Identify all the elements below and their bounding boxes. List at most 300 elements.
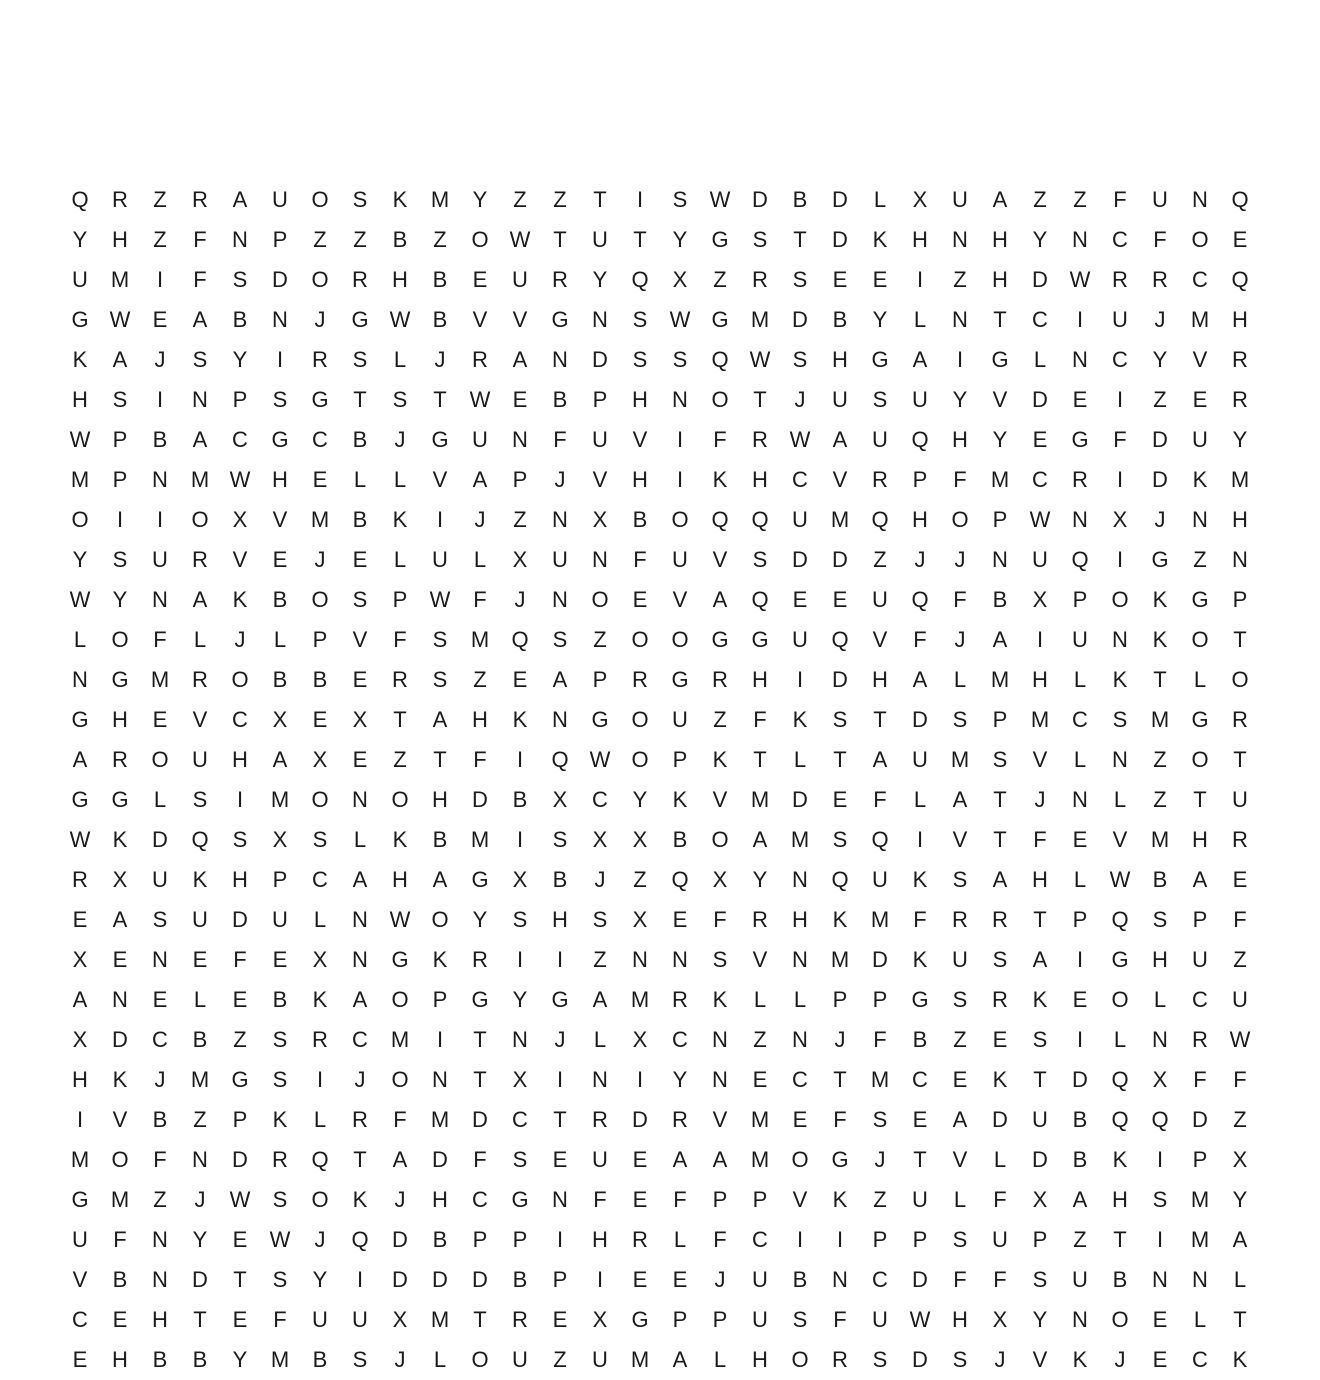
letter-cell[interactable]: F xyxy=(873,1027,887,1052)
letter-cell[interactable]: Y xyxy=(72,547,88,572)
letter-cell[interactable]: R xyxy=(1072,467,1088,492)
letter-cell[interactable]: U xyxy=(1032,547,1048,572)
letter-cell[interactable]: G xyxy=(391,947,409,972)
letter-cell[interactable]: B xyxy=(1072,1107,1088,1132)
letter-cell[interactable]: L xyxy=(1073,667,1087,692)
letter-cell[interactable]: S xyxy=(872,387,888,412)
letter-cell[interactable]: A xyxy=(952,787,968,812)
letter-cell[interactable]: V xyxy=(1112,827,1128,852)
letter-cell[interactable]: U xyxy=(872,1307,888,1332)
letter-cell[interactable]: D xyxy=(112,1027,128,1052)
letter-cell[interactable]: A xyxy=(672,1147,688,1172)
letter-cell[interactable]: Q xyxy=(1111,1067,1129,1092)
letter-cell[interactable]: P xyxy=(672,1307,688,1332)
letter-cell[interactable]: T xyxy=(633,227,647,252)
letter-cell[interactable]: S xyxy=(112,547,128,572)
letter-cell[interactable]: R xyxy=(712,667,728,692)
letter-cell[interactable]: W xyxy=(69,827,91,852)
letter-cell[interactable]: P xyxy=(472,1227,488,1252)
letter-cell[interactable]: U xyxy=(752,1307,768,1332)
letter-cell[interactable]: P xyxy=(232,387,248,412)
letter-cell[interactable]: H xyxy=(1192,827,1208,852)
letter-cell[interactable]: G xyxy=(311,387,329,412)
letter-cell[interactable]: M xyxy=(750,787,770,812)
letter-cell[interactable]: C xyxy=(912,1067,928,1092)
letter-cell[interactable]: E xyxy=(792,1107,808,1132)
letter-cell[interactable]: H xyxy=(232,747,248,772)
letter-cell[interactable]: A xyxy=(592,987,608,1012)
letter-cell[interactable]: L xyxy=(953,1187,967,1212)
letter-cell[interactable]: E xyxy=(1072,827,1088,852)
letter-cell[interactable]: U xyxy=(912,387,928,412)
letter-cell[interactable]: N xyxy=(352,947,368,972)
letter-cell[interactable]: Y xyxy=(752,867,768,892)
letter-cell[interactable]: Y xyxy=(592,267,608,292)
letter-cell[interactable]: Z xyxy=(153,1187,167,1212)
letter-cell[interactable]: L xyxy=(993,1147,1007,1172)
letter-cell[interactable]: J xyxy=(714,1267,726,1292)
letter-cell[interactable]: I xyxy=(1116,547,1124,572)
letter-cell[interactable]: V xyxy=(512,307,528,332)
letter-cell[interactable]: C xyxy=(152,1027,168,1052)
letter-cell[interactable]: S xyxy=(1152,907,1168,932)
letter-cell[interactable]: G xyxy=(911,987,929,1012)
letter-cell[interactable]: T xyxy=(1033,1067,1047,1092)
letter-cell[interactable]: I xyxy=(916,827,924,852)
letter-cell[interactable]: N xyxy=(632,947,648,972)
letter-cell[interactable]: N xyxy=(72,667,88,692)
letter-cell[interactable]: Z xyxy=(393,747,407,772)
letter-cell[interactable]: K xyxy=(832,1187,848,1212)
letter-cell[interactable]: H xyxy=(272,467,288,492)
letter-cell[interactable]: J xyxy=(994,1347,1006,1372)
letter-cell[interactable]: S xyxy=(712,947,728,972)
letter-cell[interactable]: M xyxy=(430,1307,450,1332)
letter-cell[interactable]: K xyxy=(272,1107,288,1132)
letter-cell[interactable]: L xyxy=(913,307,927,332)
letter-cell[interactable]: G xyxy=(1151,547,1169,572)
letter-cell[interactable]: Q xyxy=(511,627,529,652)
letter-cell[interactable]: I xyxy=(156,387,164,412)
letter-cell[interactable]: D xyxy=(832,187,848,212)
letter-cell[interactable]: F xyxy=(1193,1067,1207,1092)
letter-cell[interactable]: H xyxy=(112,707,128,732)
letter-cell[interactable]: G xyxy=(1111,947,1129,972)
letter-cell[interactable]: L xyxy=(1193,1307,1207,1332)
letter-cell[interactable]: U xyxy=(672,707,688,732)
letter-cell[interactable]: M xyxy=(1190,1227,1210,1252)
letter-cell[interactable]: S xyxy=(792,347,808,372)
letter-cell[interactable]: Z xyxy=(1033,187,1047,212)
letter-cell[interactable]: E xyxy=(632,1187,648,1212)
letter-cell[interactable]: H xyxy=(392,867,408,892)
letter-cell[interactable]: O xyxy=(191,507,209,532)
letter-cell[interactable]: D xyxy=(272,267,288,292)
letter-cell[interactable]: M xyxy=(190,1067,210,1092)
letter-cell[interactable]: L xyxy=(1233,1267,1247,1292)
letter-cell[interactable]: E xyxy=(632,587,648,612)
letter-cell[interactable]: K xyxy=(392,507,408,532)
letter-cell[interactable]: E xyxy=(112,1307,128,1332)
letter-cell[interactable]: A xyxy=(1072,1187,1088,1212)
letter-cell[interactable]: Q xyxy=(831,867,849,892)
letter-cell[interactable]: I xyxy=(796,1227,804,1252)
letter-cell[interactable]: T xyxy=(473,1307,487,1332)
letter-cell[interactable]: F xyxy=(273,1307,287,1332)
letter-cell[interactable]: E xyxy=(352,667,368,692)
letter-cell[interactable]: Q xyxy=(751,507,769,532)
letter-cell[interactable]: H xyxy=(112,1347,128,1372)
letter-cell[interactable]: X xyxy=(632,827,648,852)
letter-cell[interactable]: P xyxy=(912,1227,928,1252)
letter-cell[interactable]: R xyxy=(992,907,1008,932)
letter-cell[interactable]: L xyxy=(793,987,807,1012)
letter-cell[interactable]: R xyxy=(472,947,488,972)
letter-cell[interactable]: D xyxy=(1192,1107,1208,1132)
letter-cell[interactable]: L xyxy=(753,987,767,1012)
letter-cell[interactable]: H xyxy=(1232,307,1248,332)
letter-cell[interactable]: G xyxy=(111,667,129,692)
letter-cell[interactable]: V xyxy=(232,547,248,572)
letter-cell[interactable]: F xyxy=(993,1267,1007,1292)
letter-cell[interactable]: D xyxy=(392,1267,408,1292)
letter-cell[interactable]: S xyxy=(592,907,608,932)
letter-cell[interactable]: U xyxy=(592,427,608,452)
letter-cell[interactable]: B xyxy=(312,667,328,692)
letter-cell[interactable]: S xyxy=(952,1347,968,1372)
letter-cell[interactable]: F xyxy=(1233,1067,1247,1092)
letter-cell[interactable]: E xyxy=(672,1267,688,1292)
letter-cell[interactable]: E xyxy=(832,787,848,812)
letter-cell[interactable]: E xyxy=(832,587,848,612)
letter-cell[interactable]: P xyxy=(1232,587,1248,612)
letter-cell[interactable]: D xyxy=(472,1107,488,1132)
letter-cell[interactable]: S xyxy=(872,1347,888,1372)
letter-cell[interactable]: H xyxy=(72,387,88,412)
letter-cell[interactable]: E xyxy=(152,307,168,332)
letter-cell[interactable]: A xyxy=(952,1107,968,1132)
letter-cell[interactable]: J xyxy=(194,1187,206,1212)
letter-cell[interactable]: L xyxy=(1153,987,1167,1012)
letter-cell[interactable]: Y xyxy=(472,187,488,212)
letter-cell[interactable]: K xyxy=(712,747,728,772)
letter-cell[interactable]: K xyxy=(392,187,408,212)
letter-cell[interactable]: L xyxy=(1113,787,1127,812)
letter-cell[interactable]: W xyxy=(909,1307,931,1332)
letter-cell[interactable]: E xyxy=(272,547,288,572)
letter-cell[interactable]: G xyxy=(71,787,89,812)
letter-cell[interactable]: U xyxy=(1072,1267,1088,1292)
letter-cell[interactable]: S xyxy=(792,267,808,292)
letter-cell[interactable]: S xyxy=(352,187,368,212)
letter-cell[interactable]: C xyxy=(1112,347,1128,372)
letter-cell[interactable]: H xyxy=(112,227,128,252)
letter-cell[interactable]: Z xyxy=(753,1027,767,1052)
letter-cell[interactable]: Q xyxy=(671,867,689,892)
letter-cell[interactable]: Z xyxy=(1153,387,1167,412)
letter-cell[interactable]: N xyxy=(192,1147,208,1172)
letter-cell[interactable]: T xyxy=(1233,627,1247,652)
letter-cell[interactable]: B xyxy=(432,267,448,292)
letter-cell[interactable]: Y xyxy=(952,387,968,412)
letter-cell[interactable]: C xyxy=(312,427,328,452)
letter-cell[interactable]: U xyxy=(592,1347,608,1372)
letter-cell[interactable]: E xyxy=(1152,1307,1168,1332)
letter-cell[interactable]: J xyxy=(314,307,326,332)
letter-cell[interactable]: P xyxy=(1072,907,1088,932)
letter-cell[interactable]: F xyxy=(1153,227,1167,252)
letter-cell[interactable]: E xyxy=(992,1027,1008,1052)
letter-cell[interactable]: H xyxy=(632,467,648,492)
letter-cell[interactable]: Q xyxy=(311,1147,329,1172)
letter-cell[interactable]: L xyxy=(1033,347,1047,372)
letter-cell[interactable]: V xyxy=(1032,747,1048,772)
letter-cell[interactable]: R xyxy=(632,1227,648,1252)
letter-cell[interactable]: Z xyxy=(1073,1227,1087,1252)
letter-cell[interactable]: C xyxy=(232,427,248,452)
letter-cell[interactable]: W xyxy=(709,187,731,212)
letter-cell[interactable]: E xyxy=(1232,227,1248,252)
letter-cell[interactable]: M xyxy=(870,907,890,932)
letter-cell[interactable]: I xyxy=(636,187,644,212)
letter-cell[interactable]: D xyxy=(1152,467,1168,492)
letter-cell[interactable]: P xyxy=(272,227,288,252)
letter-cell[interactable]: W xyxy=(469,387,491,412)
letter-cell[interactable]: P xyxy=(872,1227,888,1252)
letter-cell[interactable]: M xyxy=(1230,467,1250,492)
letter-cell[interactable]: L xyxy=(73,627,87,652)
letter-cell[interactable]: C xyxy=(1192,1347,1208,1372)
letter-cell[interactable]: F xyxy=(953,467,967,492)
letter-cell[interactable]: N xyxy=(272,307,288,332)
letter-cell[interactable]: F xyxy=(113,1227,127,1252)
letter-cell[interactable]: W xyxy=(749,347,771,372)
letter-cell[interactable]: K xyxy=(712,987,728,1012)
letter-cell[interactable]: S xyxy=(192,347,208,372)
letter-cell[interactable]: M xyxy=(310,507,330,532)
letter-cell[interactable]: O xyxy=(391,1067,409,1092)
letter-cell[interactable]: A xyxy=(432,867,448,892)
letter-cell[interactable]: G xyxy=(711,627,729,652)
letter-cell[interactable]: J xyxy=(394,1347,406,1372)
letter-cell[interactable]: M xyxy=(190,467,210,492)
letter-cell[interactable]: S xyxy=(312,827,328,852)
letter-cell[interactable]: H xyxy=(1032,667,1048,692)
letter-cell[interactable]: O xyxy=(591,587,609,612)
letter-cell[interactable]: A xyxy=(992,867,1008,892)
letter-cell[interactable]: N xyxy=(112,987,128,1012)
letter-cell[interactable]: X xyxy=(1152,1067,1168,1092)
letter-cell[interactable]: U xyxy=(872,427,888,452)
letter-cell[interactable]: J xyxy=(1114,1347,1126,1372)
letter-cell[interactable]: O xyxy=(471,1347,489,1372)
letter-cell[interactable]: G xyxy=(1191,587,1209,612)
letter-cell[interactable]: U xyxy=(752,1267,768,1292)
letter-cell[interactable]: G xyxy=(71,707,89,732)
letter-cell[interactable]: F xyxy=(1233,907,1247,932)
letter-cell[interactable]: X xyxy=(72,1027,88,1052)
letter-cell[interactable]: K xyxy=(792,707,808,732)
letter-cell[interactable]: Y xyxy=(632,787,648,812)
letter-cell[interactable]: N xyxy=(1152,1027,1168,1052)
letter-cell[interactable]: U xyxy=(72,1227,88,1252)
letter-cell[interactable]: S xyxy=(752,547,768,572)
letter-cell[interactable]: T xyxy=(993,827,1007,852)
letter-cell[interactable]: I xyxy=(156,267,164,292)
letter-cell[interactable]: F xyxy=(473,587,487,612)
letter-cell[interactable]: M xyxy=(110,267,130,292)
letter-cell[interactable]: G xyxy=(431,427,449,452)
letter-cell[interactable]: P xyxy=(112,467,128,492)
letter-cell[interactable]: Z xyxy=(553,187,567,212)
letter-cell[interactable]: F xyxy=(993,1187,1007,1212)
letter-cell[interactable]: O xyxy=(151,747,169,772)
letter-cell[interactable]: O xyxy=(311,267,329,292)
letter-cell[interactable]: K xyxy=(912,947,928,972)
letter-cell[interactable]: B xyxy=(792,187,808,212)
letter-cell[interactable]: L xyxy=(1193,667,1207,692)
letter-cell[interactable]: H xyxy=(792,907,808,932)
letter-cell[interactable]: S xyxy=(832,827,848,852)
letter-cell[interactable]: B xyxy=(192,1027,208,1052)
letter-cell[interactable]: D xyxy=(832,667,848,692)
letter-cell[interactable]: S xyxy=(1032,1267,1048,1292)
letter-cell[interactable]: O xyxy=(791,1147,809,1172)
letter-cell[interactable]: O xyxy=(1111,1307,1129,1332)
letter-cell[interactable]: A xyxy=(352,987,368,1012)
letter-cell[interactable]: H xyxy=(752,1347,768,1372)
letter-cell[interactable]: B xyxy=(552,387,568,412)
letter-cell[interactable]: T xyxy=(553,227,567,252)
letter-cell[interactable]: U xyxy=(152,547,168,572)
letter-cell[interactable]: I xyxy=(1156,1227,1164,1252)
letter-cell[interactable]: N xyxy=(512,427,528,452)
letter-cell[interactable]: I xyxy=(556,947,564,972)
letter-cell[interactable]: E xyxy=(112,947,128,972)
letter-cell[interactable]: A xyxy=(512,347,528,372)
letter-cell[interactable]: U xyxy=(952,187,968,212)
letter-cell[interactable]: T xyxy=(1233,747,1247,772)
letter-cell[interactable]: M xyxy=(1150,707,1170,732)
letter-cell[interactable]: U xyxy=(792,507,808,532)
letter-cell[interactable]: I xyxy=(116,507,124,532)
letter-cell[interactable]: F xyxy=(153,627,167,652)
letter-cell[interactable]: H xyxy=(872,667,888,692)
letter-cell[interactable]: G xyxy=(591,707,609,732)
letter-cell[interactable]: Y xyxy=(232,1347,248,1372)
letter-cell[interactable]: D xyxy=(1032,387,1048,412)
letter-cell[interactable]: X xyxy=(1112,507,1128,532)
letter-cell[interactable]: U xyxy=(952,947,968,972)
letter-cell[interactable]: I xyxy=(676,467,684,492)
letter-cell[interactable]: N xyxy=(1192,187,1208,212)
letter-cell[interactable]: Z xyxy=(953,267,967,292)
letter-cell[interactable]: R xyxy=(672,1107,688,1132)
letter-cell[interactable]: P xyxy=(1072,587,1088,612)
letter-cell[interactable]: H xyxy=(832,347,848,372)
letter-cell[interactable]: V xyxy=(872,627,888,652)
letter-cell[interactable]: J xyxy=(154,347,166,372)
letter-cell[interactable]: M xyxy=(750,307,770,332)
letter-cell[interactable]: U xyxy=(912,1187,928,1212)
letter-cell[interactable]: H xyxy=(152,1307,168,1332)
letter-cell[interactable]: B xyxy=(272,667,288,692)
letter-cell[interactable]: J xyxy=(914,547,926,572)
letter-cell[interactable]: G xyxy=(551,987,569,1012)
letter-cell[interactable]: X xyxy=(112,867,128,892)
letter-cell[interactable]: T xyxy=(873,707,887,732)
letter-cell[interactable]: E xyxy=(512,667,528,692)
letter-cell[interactable]: D xyxy=(792,547,808,572)
letter-cell[interactable]: H xyxy=(72,1067,88,1092)
letter-cell[interactable]: A xyxy=(432,707,448,732)
letter-cell[interactable]: K xyxy=(672,787,688,812)
letter-cell[interactable]: E xyxy=(72,1347,88,1372)
letter-cell[interactable]: U xyxy=(272,907,288,932)
letter-cell[interactable]: L xyxy=(393,467,407,492)
letter-cell[interactable]: B xyxy=(272,987,288,1012)
letter-cell[interactable]: O xyxy=(71,507,89,532)
letter-cell[interactable]: K xyxy=(1112,1147,1128,1172)
letter-cell[interactable]: P xyxy=(992,707,1008,732)
letter-cell[interactable]: X xyxy=(912,187,928,212)
letter-cell[interactable]: U xyxy=(1072,627,1088,652)
letter-cell[interactable]: W xyxy=(789,427,811,452)
letter-cell[interactable]: X xyxy=(592,507,608,532)
letter-cell[interactable]: L xyxy=(273,627,287,652)
letter-cell[interactable]: S xyxy=(952,987,968,1012)
letter-cell[interactable]: E xyxy=(152,707,168,732)
letter-cell[interactable]: Y xyxy=(512,987,528,1012)
letter-cell[interactable]: M xyxy=(1030,707,1050,732)
letter-cell[interactable]: I xyxy=(356,1267,364,1292)
letter-cell[interactable]: M xyxy=(70,1147,90,1172)
letter-cell[interactable]: C xyxy=(312,867,328,892)
letter-cell[interactable]: I xyxy=(1076,307,1084,332)
letter-cell[interactable]: A xyxy=(712,587,728,612)
letter-cell[interactable]: M xyxy=(630,1347,650,1372)
letter-cell[interactable]: J xyxy=(314,1227,326,1252)
letter-cell[interactable]: Q xyxy=(71,187,89,212)
letter-cell[interactable]: S xyxy=(632,347,648,372)
letter-cell[interactable]: E xyxy=(792,587,808,612)
letter-cell[interactable]: W xyxy=(429,587,451,612)
letter-cell[interactable]: D xyxy=(872,947,888,972)
letter-cell[interactable]: C xyxy=(752,1227,768,1252)
letter-cell[interactable]: L xyxy=(433,1347,447,1372)
letter-cell[interactable]: U xyxy=(192,907,208,932)
letter-cell[interactable]: S xyxy=(112,387,128,412)
letter-cell[interactable]: L xyxy=(873,187,887,212)
letter-cell[interactable]: D xyxy=(912,1347,928,1372)
letter-cell[interactable]: F xyxy=(153,1147,167,1172)
letter-cell[interactable]: F xyxy=(193,267,207,292)
letter-cell[interactable]: H xyxy=(752,667,768,692)
letter-cell[interactable]: L xyxy=(393,347,407,372)
letter-cell[interactable]: T xyxy=(753,747,767,772)
letter-cell[interactable]: V xyxy=(432,467,448,492)
letter-cell[interactable]: M xyxy=(390,1027,410,1052)
letter-cell[interactable]: O xyxy=(671,507,689,532)
letter-cell[interactable]: T xyxy=(353,387,367,412)
letter-cell[interactable]: N xyxy=(552,707,568,732)
letter-cell[interactable]: I xyxy=(556,1227,564,1252)
letter-cell[interactable]: K xyxy=(1232,1347,1248,1372)
letter-cell[interactable]: S xyxy=(432,627,448,652)
letter-cell[interactable]: S xyxy=(232,827,248,852)
letter-cell[interactable]: O xyxy=(711,387,729,412)
letter-cell[interactable]: J xyxy=(234,627,246,652)
